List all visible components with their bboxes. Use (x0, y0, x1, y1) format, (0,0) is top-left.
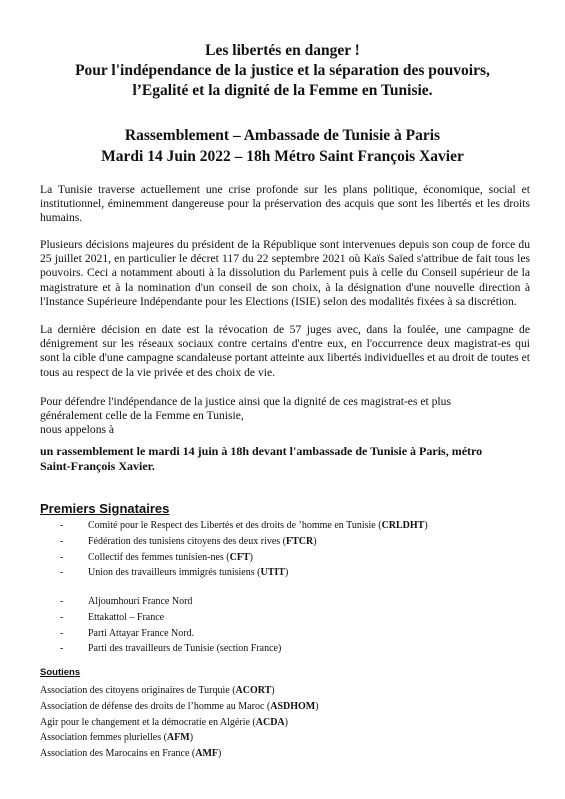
list-item (60, 565, 428, 581)
item-text: Agir pour le changement et la démocratie en Algérie ( (40, 716, 256, 728)
paragraph-intro: La Tunisie traverse actuellement une crise profonde sur les plans politique, économique, social et institutionnel, éminemment dangereuse pour la préservation des acquis que sont les libertés et les droits humains. (40, 183, 530, 225)
event-line-1: Rassemblement – Ambassade de Tunisie à Paris (124, 127, 441, 144)
list-dash: - (60, 535, 64, 547)
soutiens-list (40, 683, 319, 762)
item-close: ) (271, 685, 275, 696)
item-close: ) (424, 520, 428, 531)
item-acronym: ACORT (235, 685, 272, 696)
list-item (60, 534, 428, 550)
item-acronym: ASDHOM (270, 700, 316, 712)
item-acronym: AFM (166, 732, 190, 744)
item-text: Association des Marocains en France ( (40, 748, 196, 760)
item-close: ) (284, 567, 289, 579)
item-text: Ettakattol – France (88, 611, 165, 623)
item-text: Comité pour le Respect des Libertés et des droits de ’homme en Tunisie ( (88, 520, 382, 531)
list-item (40, 746, 319, 762)
list-item (40, 683, 319, 699)
list-item (40, 730, 319, 746)
event-block (0, 125, 565, 167)
list-dash: - (60, 596, 64, 607)
appeal-line-3: nous appelons à (40, 423, 115, 437)
item-acronym: CFT (229, 551, 250, 563)
list-dash: - (60, 567, 64, 579)
item-close: ) (284, 716, 288, 728)
title-line-2: Pour l'indépendance de la justice et la séparation des pouvoirs, (75, 62, 490, 79)
list-item (40, 715, 319, 731)
item-text: Collectif des femmes tunisien-nes ( (88, 551, 230, 563)
list-dash: - (60, 611, 64, 623)
list-item (60, 641, 281, 657)
item-close: ) (218, 748, 222, 760)
item-text: Fédération des tunisiens citoyens des deux rives ( (88, 535, 287, 547)
list-dash: - (60, 520, 64, 531)
item-close: ) (189, 732, 194, 744)
appeal-line-2: généralement celle de la Femme en Tunisie, (40, 409, 244, 423)
signataires-list-parties (60, 594, 281, 657)
list-item (60, 518, 428, 534)
item-text: Association femmes plurielles ( (40, 732, 167, 744)
call-line-1: un rassemblement le mardi 14 juin à 18h devant l'ambassade de Tunisie à Paris, métro (40, 444, 483, 458)
list-item (60, 594, 281, 610)
item-acronym: AMF (195, 748, 219, 760)
paragraph-decisions: Plusieurs décisions majeures du président de la République sont intervenues depuis son coup de force du 25 juillet 2021, en particulier le décret 117 du 22 septembre 2021 où Kaïs Saïed s'attribue de fait tous les pouvoirs. Ceci a notamment abouti à la dissolution du Parlement puis à celle du Conseil supérieur de la magistrature et à la nomination d'un conseil de son choix, à la désignation d'une nouvelle direction à l'Instance Supérieure Indépendante pour les Elections (ISIE) selon des modalités fixées à sa discrétion. (40, 238, 530, 308)
title-block (0, 41, 565, 101)
item-text: Parti Attayar France Nord. (88, 627, 195, 639)
paragraph-appeal (40, 395, 530, 438)
item-close: ) (313, 535, 317, 547)
soutiens-title: Soutiens (40, 667, 81, 678)
item-close: ) (315, 700, 319, 712)
call-line-2: Saint-François Xavier. (40, 459, 155, 473)
item-acronym: ACDA (255, 716, 285, 728)
title-line-1: Les libertés en danger ! (205, 42, 360, 59)
item-text: Association des citoyens originaires de Turquie ( (40, 685, 236, 696)
list-item (60, 610, 281, 626)
list-dash: - (60, 551, 64, 563)
event-line-2: Mardi 14 Juin 2022 – 18h Métro Saint François Xavier (101, 148, 464, 165)
item-acronym: UTIT (260, 567, 285, 579)
item-text: Association de défense des droits de l’homme au Maroc ( (40, 700, 271, 712)
paragraph-revocation: La dernière décision en date est la révocation de 57 juges avec, dans la foulée, une campagne de dénigrement sur les réseaux sociaux contre certains d'entre eux, en l'occurrence deux magistrat-es qui sont la cible d'une campagne scandaleuse portant atteinte aux libertés individuelles et au droit de toutes et tous au respect de la vie privée et des choix de vie. (40, 323, 530, 379)
appeal-line-1: Pour défendre l'indépendance de la justice ainsi que la dignité de ces magistrat-es et plus (40, 395, 451, 408)
list-dash: - (60, 643, 64, 655)
call-to-rally (40, 444, 540, 474)
list-item (60, 550, 428, 566)
list-item (60, 626, 281, 642)
title-line-3: l’Egalité et la dignité de la Femme en Tunisie. (132, 82, 433, 99)
item-text: Aljoumhouri France Nord (88, 596, 193, 607)
item-text: Union des travailleurs immigrés tunisiens ( (88, 567, 261, 579)
item-text: Parti des travailleurs de Tunisie (section France) (88, 643, 282, 655)
list-dash: - (60, 627, 64, 639)
item-acronym: FTCR (286, 535, 314, 547)
signataires-title: Premiers Signataires (40, 501, 170, 516)
item-close: ) (249, 551, 253, 563)
signataires-list-organisations (60, 518, 428, 581)
item-acronym: CRLDHT (381, 520, 425, 531)
list-item (40, 699, 319, 715)
